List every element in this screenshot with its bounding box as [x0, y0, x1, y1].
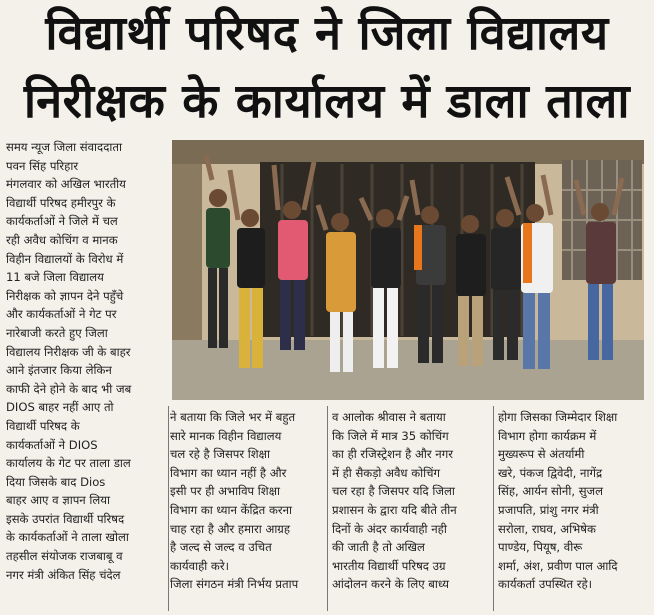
- article-line: है जल्द से जल्द व उचित: [170, 540, 272, 555]
- article-line: पवन सिंह परिहार: [6, 158, 79, 173]
- column-divider: [168, 406, 169, 611]
- article-line: कार्यकर्ताओं ने जिले में चल: [6, 214, 118, 229]
- article-line: सारे मानक विहीन विद्यालय: [170, 428, 282, 443]
- article-line: विभाग का ध्यान नहीं है और: [170, 465, 287, 480]
- article-line: कि जिले में मात्र 35 कोचिंग: [332, 428, 449, 443]
- article-line: चाह रहा है और हमारा आग्रह: [170, 521, 290, 536]
- article-line: समय न्यूज जिला संवाददाता: [6, 140, 122, 154]
- article-line: आने इंतजार किया लेकिन: [6, 363, 112, 378]
- article-line: DIOS बाहर नहीं आए तो: [6, 400, 114, 415]
- article-line: ने बताया कि जिले भर में बहुत: [170, 410, 296, 424]
- article-line: मुख्यरूप से अंतर्यामी: [498, 447, 585, 462]
- article-line: होगा जिसका जिम्मेदार शिक्षा: [498, 410, 618, 424]
- headline-line-1: विद्यार्थी परिषद ने जिला विद्यालय: [45, 6, 609, 61]
- article-line: भारतीय विद्यार्थी परिषद उग्र: [332, 558, 446, 573]
- article-line: पाण्डेय, पियूष, वीरू: [498, 540, 583, 555]
- protest-photo: [172, 140, 644, 400]
- article-line: व आलोक श्रीवास ने बताया: [332, 410, 446, 424]
- article-line: विहीन विद्यालयों के विरोध में: [6, 251, 124, 266]
- article-line: सिंह, आर्यन सोनी, सुजल: [498, 484, 604, 499]
- article-line: रही अवैध कोचिंग व मानक: [6, 232, 118, 247]
- article-line: प्रजापति, प्रांशु नगर मंत्री: [498, 502, 599, 517]
- article-line: विभाग का ध्यान केंद्रित करना: [170, 502, 293, 517]
- article-line: 11 बजे जिला विद्यालय: [6, 270, 104, 285]
- article-column-3: [332, 408, 488, 594]
- article-line: का ही रजिस्ट्रेशन है और नगर: [332, 447, 453, 462]
- headline-line-2: निरीक्षक के कार्यालय में डाला ताला: [23, 74, 631, 129]
- article-line: कार्यकर्ताओं ने DIOS: [6, 437, 98, 452]
- article-line: की जाती है तो अखिल: [332, 540, 425, 555]
- article-line: काफी देने होने के बाद भी जब: [6, 381, 132, 396]
- article-line: कार्यकर्ता उपस्थित रहे।: [498, 577, 593, 592]
- article-line: इसके उपरांत विद्यार्थी परिषद: [6, 511, 125, 526]
- article-line: तहसील संयोजक राजबाबू व: [6, 549, 123, 564]
- article-line: जिला संगठन मंत्री निर्भय प्रताप: [170, 577, 299, 592]
- article-line: चल रहे है जिसपर शिक्षा: [170, 447, 270, 462]
- column-divider: [327, 406, 328, 611]
- article-column-1: [6, 138, 166, 584]
- article-line: विद्यालय निरीक्षक जी के बाहर: [6, 344, 131, 359]
- article-line: के कार्यकर्ताओं ने ताला खोला: [6, 530, 129, 545]
- article-line: विद्यार्थी परिषद के: [6, 418, 80, 433]
- article-line: खरे, पंकज द्विवेदी, नागेंद्र: [498, 465, 603, 480]
- article-line: कार्यालय के गेट पर ताला डाल: [6, 456, 131, 471]
- article-line: नगर मंत्री अंकित सिंह चंदेल: [6, 567, 121, 582]
- article-line: विद्यार्थी परिषद हमीरपुर के: [6, 195, 116, 210]
- article-line: बाहर आए व ज्ञापन लिया: [6, 493, 111, 508]
- article-line: और कार्यकर्ताओं ने गेट पर: [6, 307, 117, 322]
- article-line: दिनों के अंदर कार्यवाही नही: [332, 521, 447, 536]
- article-line: मंगलवार को अखिल भारतीय: [6, 177, 126, 192]
- column-divider: [493, 406, 494, 611]
- article-line: कार्यवाही करे।: [170, 558, 229, 573]
- article-line: इसी पर ही अभाविप शिक्षा: [170, 484, 281, 499]
- article-line: शर्मा, अंश, प्रवीण पाल आदि: [498, 558, 618, 573]
- article-line: सरोला, राघव, अभिषेक: [498, 521, 596, 536]
- article-line: नारेबाजी करते हुए जिला: [6, 325, 108, 340]
- article-line: विभाग होगा कार्यक्रम में: [498, 428, 597, 443]
- article-line: प्रशासन के द्वारा यदि बीते तीन: [332, 502, 457, 517]
- article-column-4: [498, 408, 650, 594]
- article-line: चल रहा है जिसपर यदि जिला: [332, 484, 455, 499]
- article-line: में ही सैकड़ो अवैध कोचिंग: [332, 465, 441, 480]
- article-line: निरीक्षक को ज्ञापन देने पहुँचे: [6, 288, 124, 303]
- article-line: आंदोलन करने के लिए बाध्य: [332, 577, 450, 592]
- article-line: दिया जिसके बाद Dios: [6, 474, 106, 489]
- article-column-2: [170, 408, 322, 594]
